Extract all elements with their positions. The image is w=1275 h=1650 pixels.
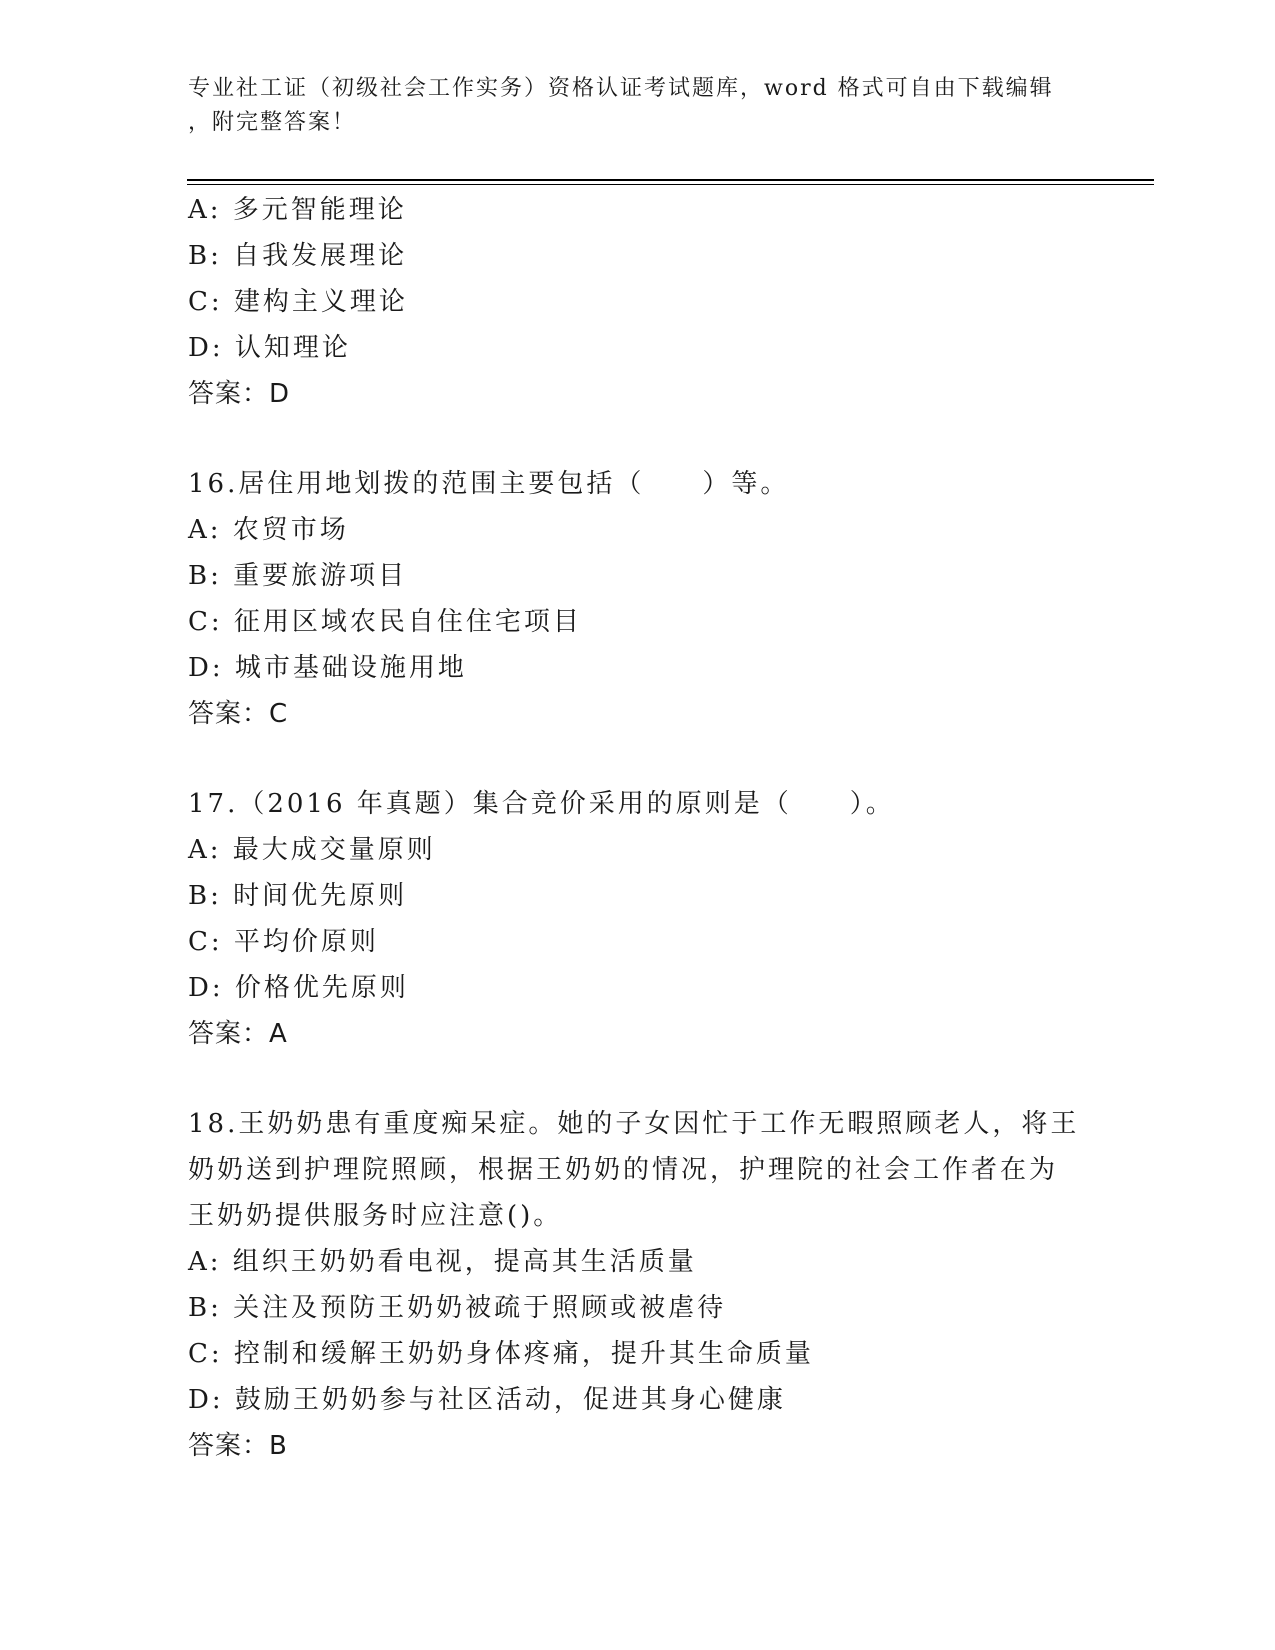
- question-stem-line-1: 18.王奶奶患有重度痴呆症。她的子女因忙于工作无暇照顾老人，将王: [188, 1109, 1080, 1139]
- option-a: A: 最大成交量原则: [188, 835, 436, 865]
- option-b: B: 关注及预防王奶奶被疏于照顾或被虐待: [188, 1293, 727, 1323]
- option-b: B: 重要旅游项目: [188, 561, 408, 591]
- answer-line: 答案：B: [188, 1431, 288, 1461]
- answer-line: 答案：D: [188, 379, 291, 409]
- option-d: D: 认知理论: [188, 333, 351, 363]
- spacer: [188, 1057, 1088, 1101]
- option-c: C: 平均价原则: [188, 927, 379, 957]
- option-b: B: 时间优先原则: [188, 881, 408, 911]
- question-block-17: [188, 781, 1088, 1057]
- option-d: D: 城市基础设施用地: [188, 653, 467, 683]
- option-a: A: 农贸市场: [188, 515, 349, 545]
- option-d: D: 鼓励王奶奶参与社区活动，促进其身心健康: [188, 1385, 786, 1415]
- document-header: [188, 72, 1088, 140]
- question-stem-line-2: 奶奶送到护理院照顾，根据王奶奶的情况，护理院的社会工作者在为: [188, 1155, 1059, 1185]
- option-a: A: 多元智能理论: [188, 195, 407, 225]
- question-stem-line-3: 王奶奶提供服务时应注意()。: [188, 1201, 563, 1231]
- header-divider-thin: [187, 184, 1154, 185]
- option-c: C: 建构主义理论: [188, 287, 408, 317]
- option-c: C: 征用区域农民自住住宅项目: [188, 607, 582, 637]
- question-list: [188, 187, 1088, 1469]
- spacer: [188, 417, 1088, 461]
- question-block-16: [188, 461, 1088, 737]
- header-line-1: 专业社工证（初级社会工作实务）资格认证考试题库，word 格式可自由下载编辑: [188, 76, 1054, 101]
- header-line-2: ，附完整答案！: [188, 110, 357, 135]
- question-block-18: [188, 1101, 1088, 1469]
- option-d: D: 价格优先原则: [188, 973, 409, 1003]
- answer-line: 答案：C: [188, 699, 289, 729]
- option-c: C: 控制和缓解王奶奶身体疼痛，提升其生命质量: [188, 1339, 814, 1369]
- question-stem: 16.居住用地划拨的范围主要包括（ ）等。: [188, 469, 790, 499]
- option-b: B: 自我发展理论: [188, 241, 408, 271]
- question-block-15: [188, 187, 1088, 417]
- question-stem: 17.（2016 年真题）集合竞价采用的原则是（ ）。: [188, 789, 895, 819]
- spacer: [188, 737, 1088, 781]
- option-a: A: 组织王奶奶看电视，提高其生活质量: [188, 1247, 697, 1277]
- answer-line: 答案：A: [188, 1019, 288, 1049]
- header-divider-thick: [187, 179, 1154, 181]
